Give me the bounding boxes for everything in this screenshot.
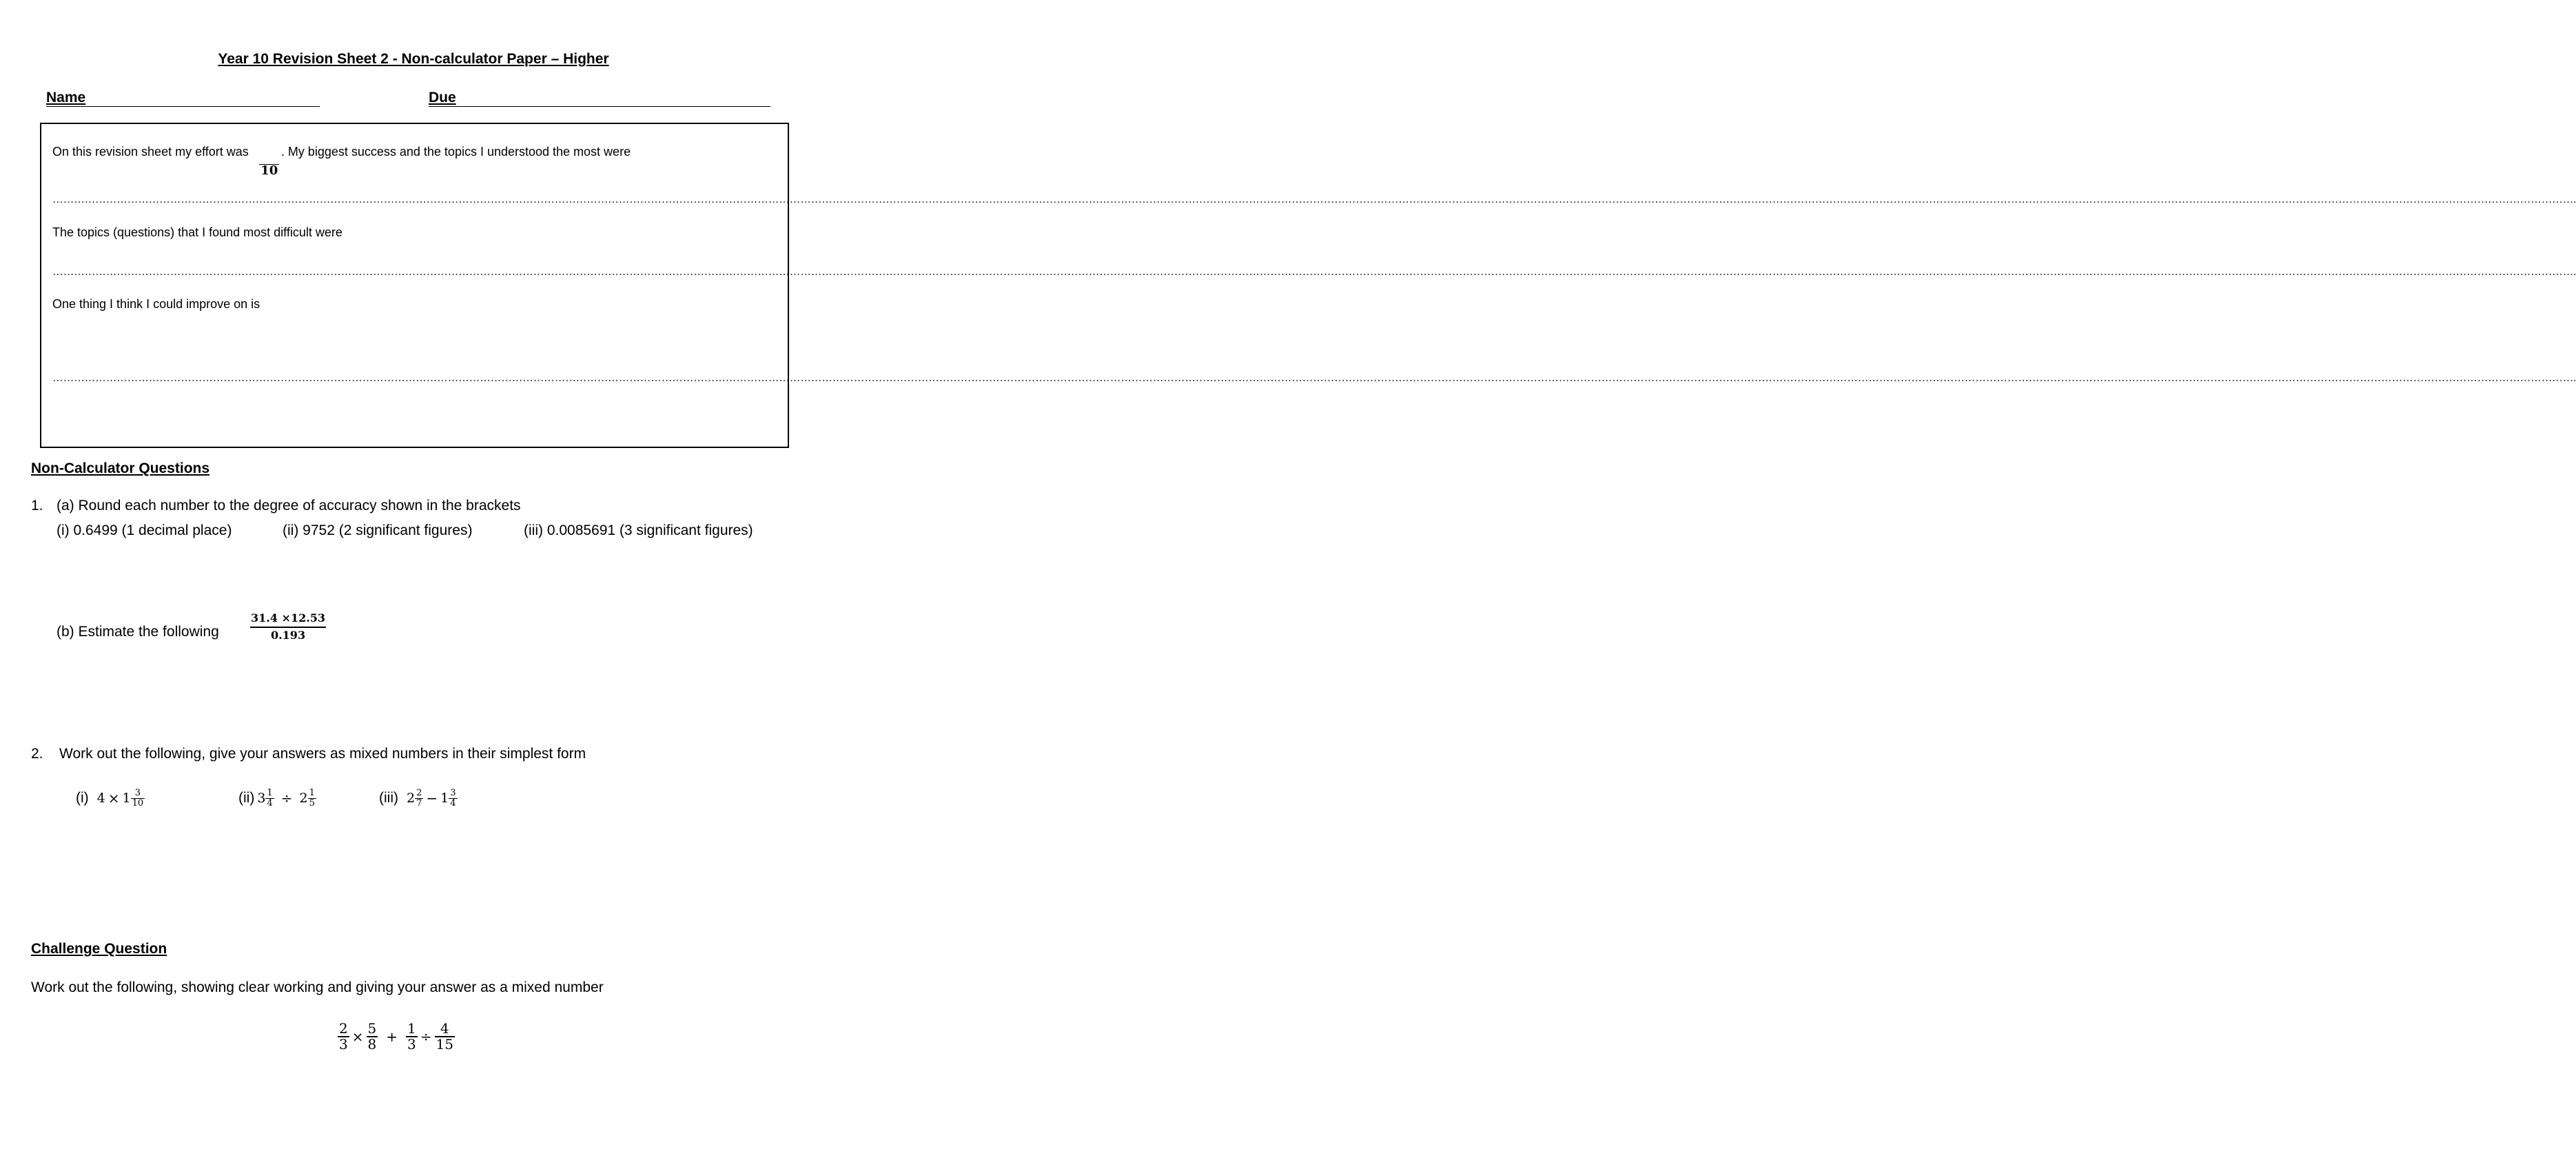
question-2-number: 2. [31, 746, 43, 762]
question-1a-item-ii: (ii) 9752 (2 significant figures) [283, 522, 473, 538]
challenge-f3-denominator: 3 [407, 1036, 416, 1053]
q2-iii-denominator-1: 7 [416, 797, 422, 809]
q2-iii-denominator-2: 4 [450, 797, 456, 809]
q2-iii-operator: − [426, 790, 438, 806]
challenge-f2-numerator: 5 [367, 1020, 377, 1037]
challenge-expression [338, 1015, 455, 1059]
difficult-answer-line[interactable]: ……………………………………………………………………………………………………………………………………………………………………………………………………………………………………………………………………………………………………………………………………………………………………………………………………………………………………………………………………………………………………………………………………………………………………………………………………………………………………………………. [52, 266, 2576, 278]
q2-iii-numerator-2: 3 [450, 787, 456, 798]
q2-ii-numerator-1: 1 [267, 787, 273, 798]
question-1a-text: (a) Round each number to the degree of accuracy shown in the brackets [57, 498, 521, 514]
page-title: Year 10 Revision Sheet 2 - Non-calculator Paper – Higher [218, 51, 609, 67]
challenge-f1-numerator: 2 [339, 1020, 348, 1037]
challenge-fraction-3 [406, 1021, 418, 1052]
challenge-operator-2: + [386, 1028, 398, 1045]
challenge-fraction-2 [367, 1021, 378, 1052]
success-answer-line[interactable]: ……………………………………………………………………………………………………………………………………………………………………………………………………………………………………………………………………………………………………………………………………………………………………………………………………………………………………………………………………………………………………………………………………………………………………………………………………………………………………………………. [52, 194, 2576, 205]
effort-suffix: . My biggest success and the topics I understood the most were [280, 145, 631, 159]
challenge-operator-3: ÷ [420, 1028, 432, 1045]
question-2-text: Work out the following, give your answers as mixed numbers in their simplest form [59, 746, 586, 762]
q2-ii-whole-1: 3 [257, 791, 266, 806]
question-1-number: 1. [31, 498, 43, 514]
challenge-heading: Challenge Question [31, 941, 167, 957]
q2-ii-denominator-1: 4 [267, 797, 273, 809]
q2-iii-fraction-1 [415, 789, 423, 808]
q2-ii-numerator-2: 1 [309, 787, 315, 798]
challenge-f2-denominator: 8 [367, 1036, 377, 1053]
estimate-fraction [248, 613, 328, 642]
q2-ii-whole-2: 2 [299, 791, 308, 806]
effort-prefix: On this revision sheet my effort was [52, 145, 249, 159]
question-1b-text: (b) Estimate the following [57, 624, 219, 640]
q2-iii-label: (iii) [379, 790, 398, 806]
question-1a-item-iii: (iii) 0.0085691 (3 significant figures) [524, 522, 753, 538]
due-label: Due [429, 90, 456, 105]
q2-ii-fraction-1 [265, 789, 274, 808]
improve-answer-line[interactable]: ……………………………………………………………………………………………………………………………………………………………………………………………………………………………………………………………………………………………………………………………………………………………………………………………………………………………………………………………………………………………………………………………………………………………………………………………………………………………………………………. [52, 372, 2576, 384]
question-2-part-ii [238, 784, 316, 812]
question-1a-item-i: (i) 0.6499 (1 decimal place) [57, 522, 232, 538]
effort-score-blank[interactable] [259, 152, 280, 164]
challenge-fraction-1 [338, 1021, 349, 1052]
estimate-denominator: 0.193 [250, 627, 326, 642]
q2-iii-fraction-2 [449, 789, 457, 808]
q2-i-numerator: 3 [134, 787, 141, 798]
q2-ii-operator: ÷ [280, 790, 293, 806]
due-line[interactable] [429, 106, 770, 107]
q2-iii-numerator-1: 2 [416, 787, 422, 798]
question-1b-expression [248, 613, 328, 642]
effort-score-fraction[interactable] [259, 152, 280, 178]
challenge-f4-numerator: 4 [440, 1020, 449, 1037]
challenge-f3-numerator: 1 [407, 1020, 416, 1037]
difficult-topics-label: The topics (questions) that I found most difficult were [52, 225, 343, 239]
q2-iii-whole-2: 1 [440, 791, 449, 806]
estimate-numerator: 31.4 ×12.53 [251, 611, 326, 624]
q2-iii-whole-1: 2 [406, 791, 416, 806]
challenge-operator-1: × [351, 1028, 364, 1045]
q2-i-label: (i) [76, 790, 89, 806]
effort-denominator: 10 [260, 163, 278, 178]
name-line[interactable] [46, 106, 320, 107]
section-heading: Non-Calculator Questions [31, 460, 210, 476]
q2-i-fraction [131, 789, 145, 808]
challenge-f1-denominator: 3 [339, 1036, 348, 1053]
q2-i-whole: 1 [122, 791, 131, 806]
q2-ii-denominator-2: 5 [309, 797, 315, 809]
q2-i-operand-a: 4 [96, 791, 105, 806]
challenge-fraction-4 [435, 1021, 455, 1052]
question-2-part-i [76, 784, 145, 812]
q2-ii-label: (ii) [238, 790, 255, 806]
improve-label: One thing I think I could improve on is [52, 297, 260, 311]
q2-i-operator: × [108, 790, 120, 806]
challenge-text: Work out the following, showing clear working and giving your answer as a mixed number [31, 979, 604, 995]
effort-statement [52, 145, 631, 178]
q2-ii-fraction-2 [308, 789, 316, 808]
q2-i-denominator: 10 [132, 797, 144, 809]
name-label: Name [46, 90, 86, 105]
challenge-f4-denominator: 15 [436, 1036, 453, 1053]
question-2-part-iii [379, 784, 458, 812]
